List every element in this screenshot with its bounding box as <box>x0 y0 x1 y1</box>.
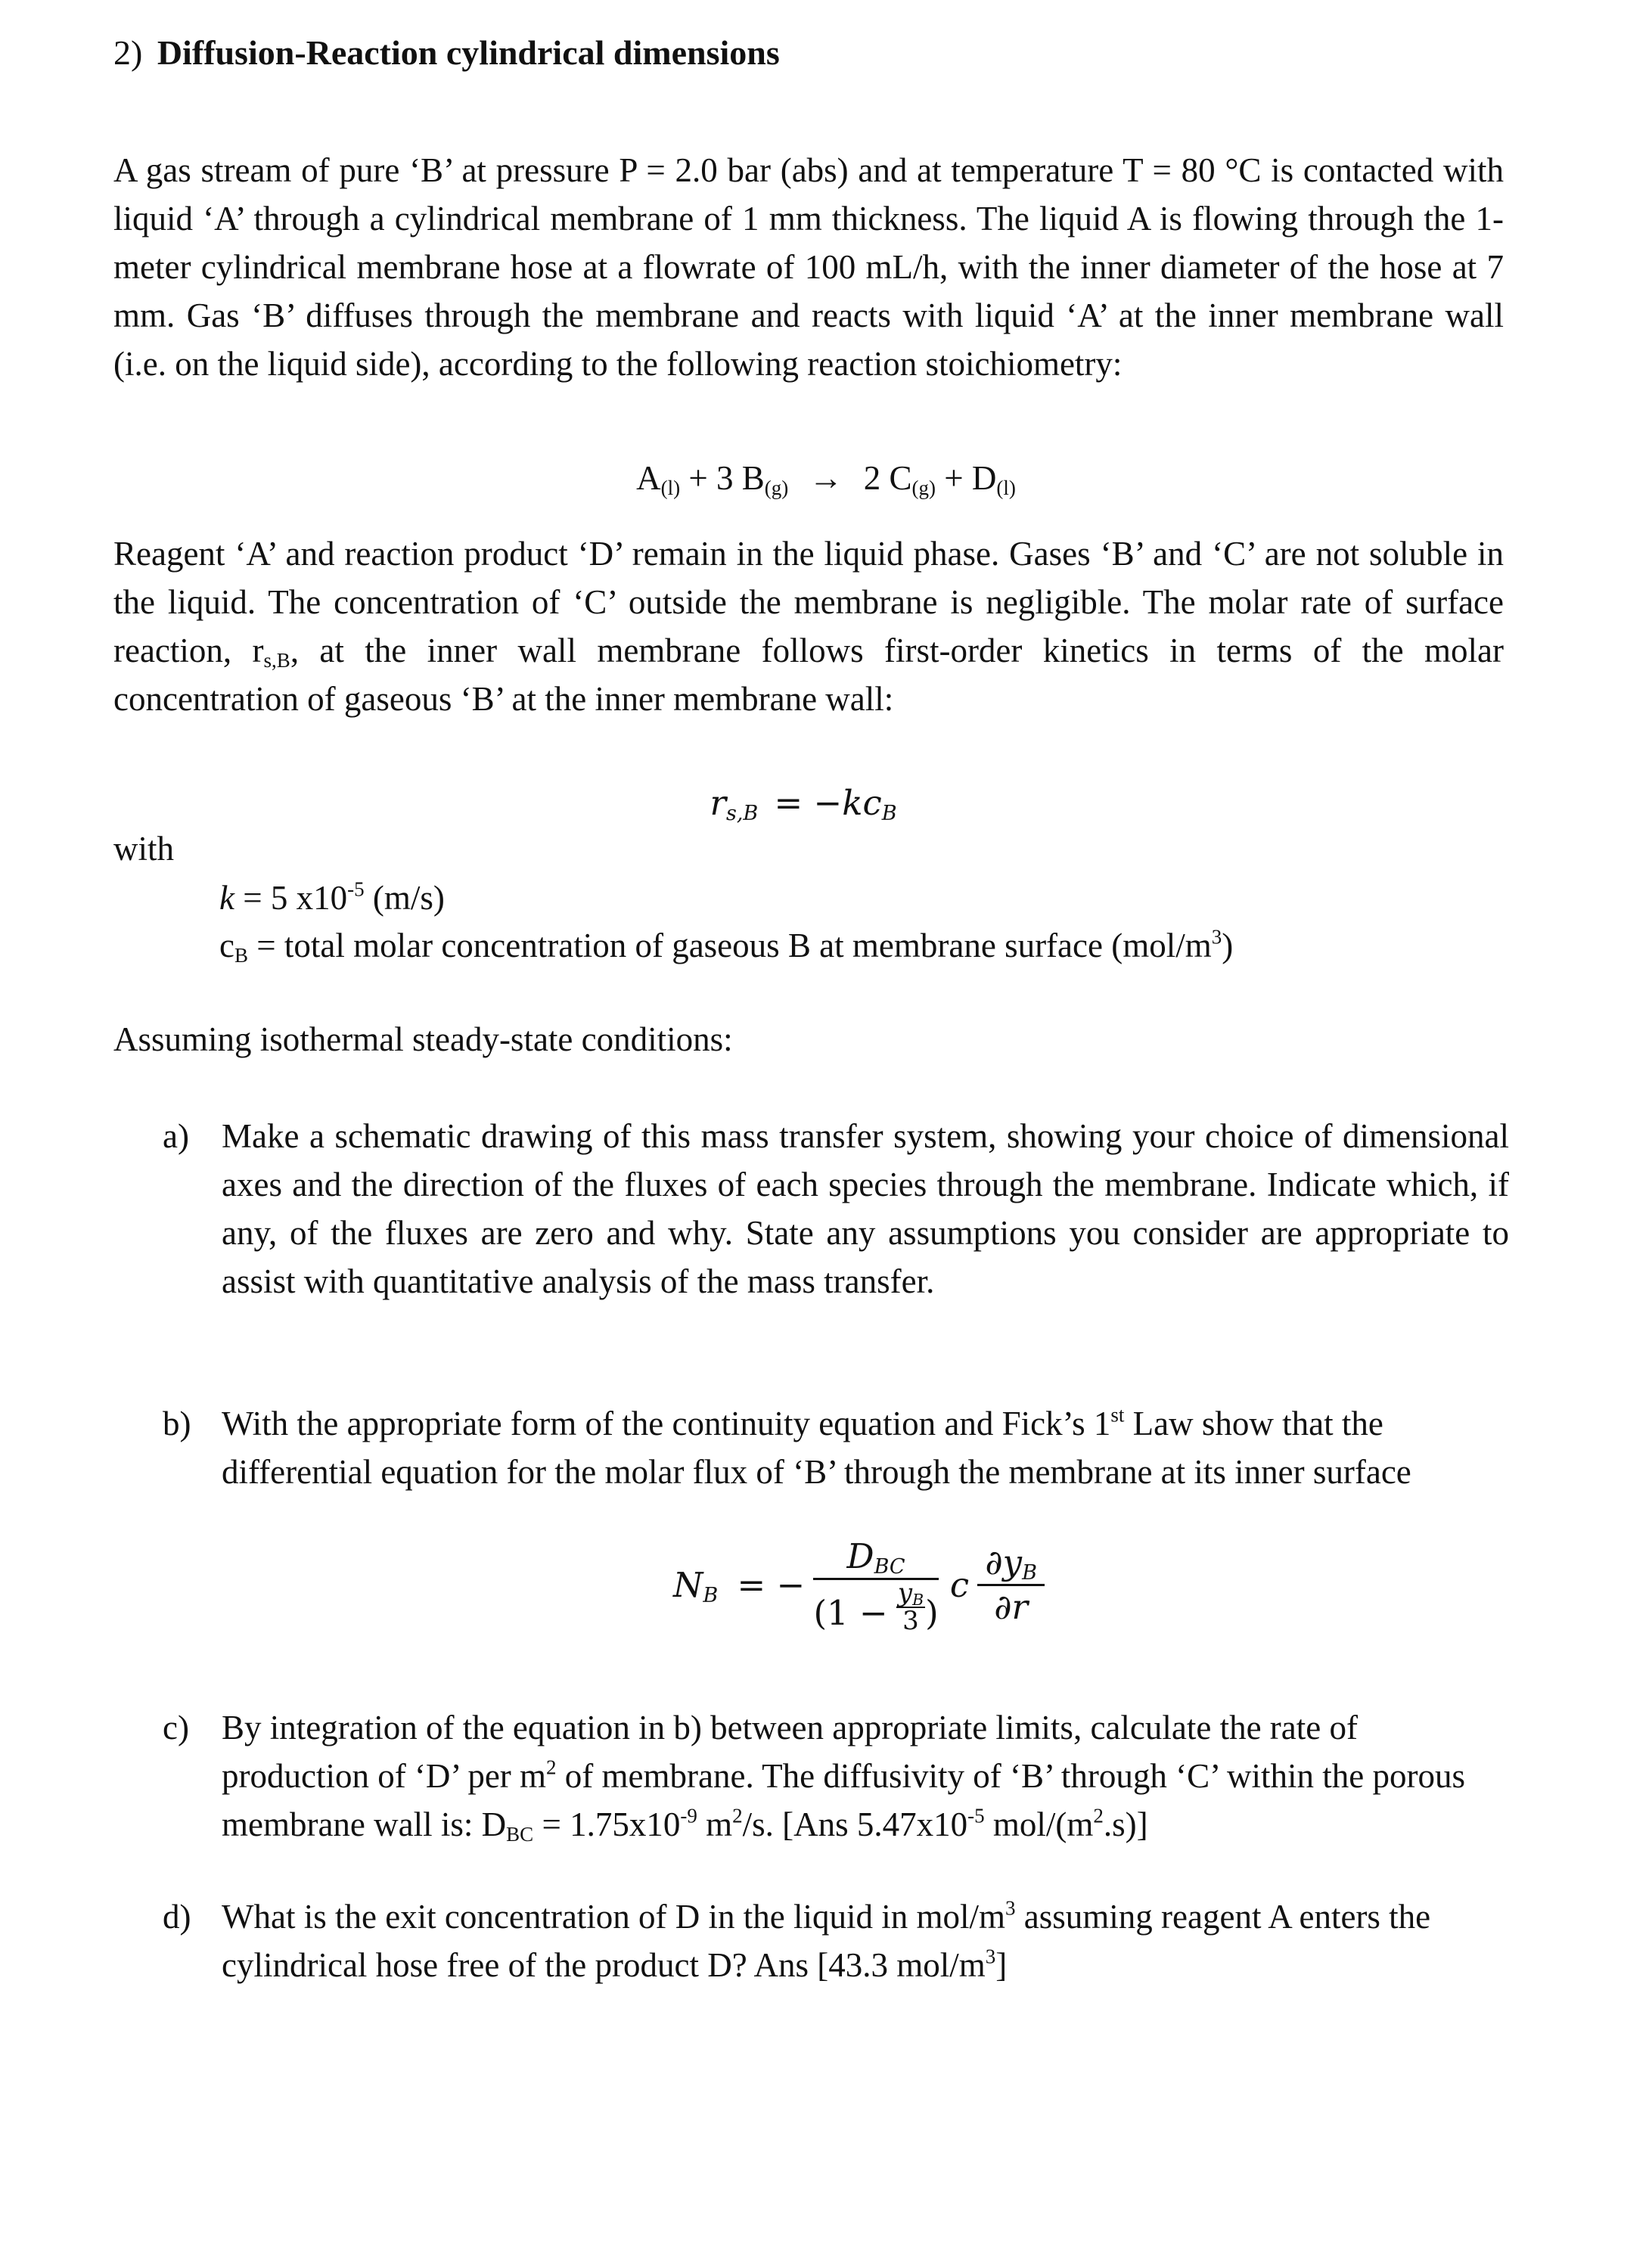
flux-lhs-sub: B <box>703 1583 719 1607</box>
part-c-text7: .s)] <box>1103 1805 1148 1843</box>
assumptions-line: Assuming isothermal steady-state conditions: <box>113 1020 733 1058</box>
with-label: with <box>113 830 175 868</box>
rate-lhs: r <box>710 783 726 823</box>
rate-k: k <box>842 783 863 823</box>
part-c-label: c) <box>163 1709 189 1746</box>
part-c-text6: mol/(m <box>984 1805 1094 1843</box>
flux-den-three: 3 <box>902 1606 919 1636</box>
flux-lhs: N <box>673 1564 703 1605</box>
flux-den-y: y <box>897 1578 913 1608</box>
reactant-b: B <box>741 459 765 497</box>
rate-c-sub: B <box>881 801 897 825</box>
part-c-sub: BC <box>506 1822 534 1846</box>
part-c-sup3: 2 <box>732 1804 743 1827</box>
k-definition <box>219 874 445 922</box>
reactant-a: A <box>636 459 661 497</box>
part-d-text3: ] <box>995 1946 1008 1984</box>
para2-text2: , at the inner wall membrane follows first-order kinetics in terms of the molar concentration of gaseous ‘B’ at the inner membrane wall: <box>113 632 1504 718</box>
flux-equation <box>673 1535 1045 1635</box>
rate-c: c <box>862 783 882 823</box>
part-c-sup5: 2 <box>1093 1804 1104 1827</box>
reaction-description-paragraph <box>113 529 1504 723</box>
part-c-text3: = 1.75x10 <box>533 1805 681 1843</box>
c-definition <box>219 921 1233 970</box>
part-c <box>163 1703 1509 1849</box>
part-a-label: a) <box>163 1117 189 1155</box>
part-b-text <box>222 1399 1509 1496</box>
intro-paragraph: A gas stream of pure ‘B’ at pressure P = 2.0 bar (abs) and at temperature T = 80 °C is contacted with liquid ‘A’ through a cylindrical membrane of 1 mm thickness. The liquid A is flowing through the 1-meter cylindrical membrane hose at a flowrate of 100 mL/h, with the inner diameter of the hose at 7 mm. Gas ‘B’ diffuses through the membrane and reacts with liquid ‘A’ at the inner membrane wall (i.e. on the liquid side), according to the following reaction stoichiometry: <box>113 151 1504 383</box>
question-heading <box>113 29 780 77</box>
plus-three: + 3 <box>688 459 734 497</box>
reaction-arrow: → <box>809 459 843 497</box>
question-title: Diffusion-Reaction cylindrical dimensions <box>157 33 780 72</box>
flux-c: c <box>949 1564 970 1605</box>
part-d-label: d) <box>163 1898 191 1936</box>
flux-dy: ∂y <box>985 1542 1023 1582</box>
part-a-text: Make a schematic drawing of this mass transfer system, showing your choice of dimensional axes and the direction of the fluxes of each species through the membrane. Indicate which, if any, of the fluxes are zero and why. State any assumptions you consider are appropriate to assist with quantitative analysis of the mass transfer. <box>222 1117 1509 1300</box>
part-d-text2: assuming reagent A enters the cylindrical hose free of the product D? Ans [43.3 mol/m <box>222 1898 1431 1984</box>
k-unit: (m/s) <box>364 879 445 917</box>
product-c-phase: (g) <box>911 476 936 499</box>
c-sub: B <box>234 943 248 967</box>
reaction-equation <box>0 454 1652 502</box>
part-d-text1: What is the exit concentration of D in the liquid in mol/m <box>222 1898 1006 1936</box>
part-d-sup2: 3 <box>985 1945 996 1968</box>
product-d: D <box>971 459 997 497</box>
para2-sub: s,B <box>263 648 290 672</box>
flux-num-sub: BC <box>874 1554 905 1579</box>
para2-text1: Reagent ‘A’ and reaction product ‘D’ remain in the liquid phase. Gases ‘B’ and ‘C’ are not soluble in the liquid. The concentration of ‘C’ outside the membrane is negligible. The molar rate of surface reaction, r <box>113 535 1504 669</box>
flux-dr: ∂r <box>994 1587 1029 1627</box>
k-exp: -5 <box>347 877 365 901</box>
rate-equals: = − <box>774 783 843 823</box>
part-d-text <box>222 1892 1509 1989</box>
reactant-b-phase: (g) <box>764 476 789 499</box>
flux-den-close: ) <box>925 1593 939 1633</box>
product-d-phase: (l) <box>996 476 1016 499</box>
flux-den-open: (1 − <box>813 1593 888 1633</box>
flux-den-ysub: B <box>912 1591 924 1610</box>
part-c-text4: m <box>697 1805 733 1843</box>
c-var: c <box>219 927 234 964</box>
rate-equation <box>0 779 1629 827</box>
part-b-label: b) <box>163 1405 191 1442</box>
product-c-coef: 2 <box>863 459 881 497</box>
plus-sign: + <box>944 459 964 497</box>
part-b-text2: Law show that the differential equation for the molar flux of ‘B’ through the membrane at its inner surface <box>222 1405 1411 1491</box>
part-b <box>163 1399 1509 1496</box>
flux-equals: = − <box>737 1564 806 1605</box>
part-c-text1: By integration of the equation in b) between appropriate limits, calculate the rate of production of ‘D’ per m <box>222 1709 1358 1795</box>
part-c-sup2: -9 <box>680 1804 697 1827</box>
y-over-three <box>896 1580 925 1634</box>
part-c-text5: /s. [Ans 5.47x10 <box>742 1805 968 1843</box>
k-var: k <box>219 879 234 917</box>
part-c-sup1: 2 <box>546 1756 557 1779</box>
question-number: 2) <box>113 33 143 72</box>
part-d <box>163 1892 1509 1989</box>
product-c: C <box>889 459 912 497</box>
part-b-text1: With the appropriate form of the continuity equation and Fick’s 1 <box>222 1405 1111 1442</box>
part-c-text2: of membrane. The diffusivity of ‘B’ through ‘C’ within the porous membrane wall is: D <box>222 1757 1466 1843</box>
c-exp: 3 <box>1211 925 1222 949</box>
c-close: ) <box>1222 927 1234 964</box>
derivative-fraction <box>977 1542 1045 1628</box>
part-a <box>163 1112 1509 1306</box>
k-text: = 5 x10 <box>234 879 348 917</box>
c-text: = total molar concentration of gaseous B at membrane surface (mol/m <box>248 927 1212 964</box>
rate-lhs-sub: s,B <box>725 801 759 825</box>
diffusivity-fraction <box>813 1535 938 1635</box>
flux-dy-sub: B <box>1022 1560 1037 1585</box>
part-c-text <box>222 1703 1509 1849</box>
part-b-sup: st <box>1110 1403 1125 1427</box>
part-d-sup1: 3 <box>1005 1896 1016 1920</box>
flux-num-d: D <box>846 1536 874 1576</box>
part-c-sup4: -5 <box>967 1804 985 1827</box>
reactant-a-phase: (l) <box>660 476 681 499</box>
